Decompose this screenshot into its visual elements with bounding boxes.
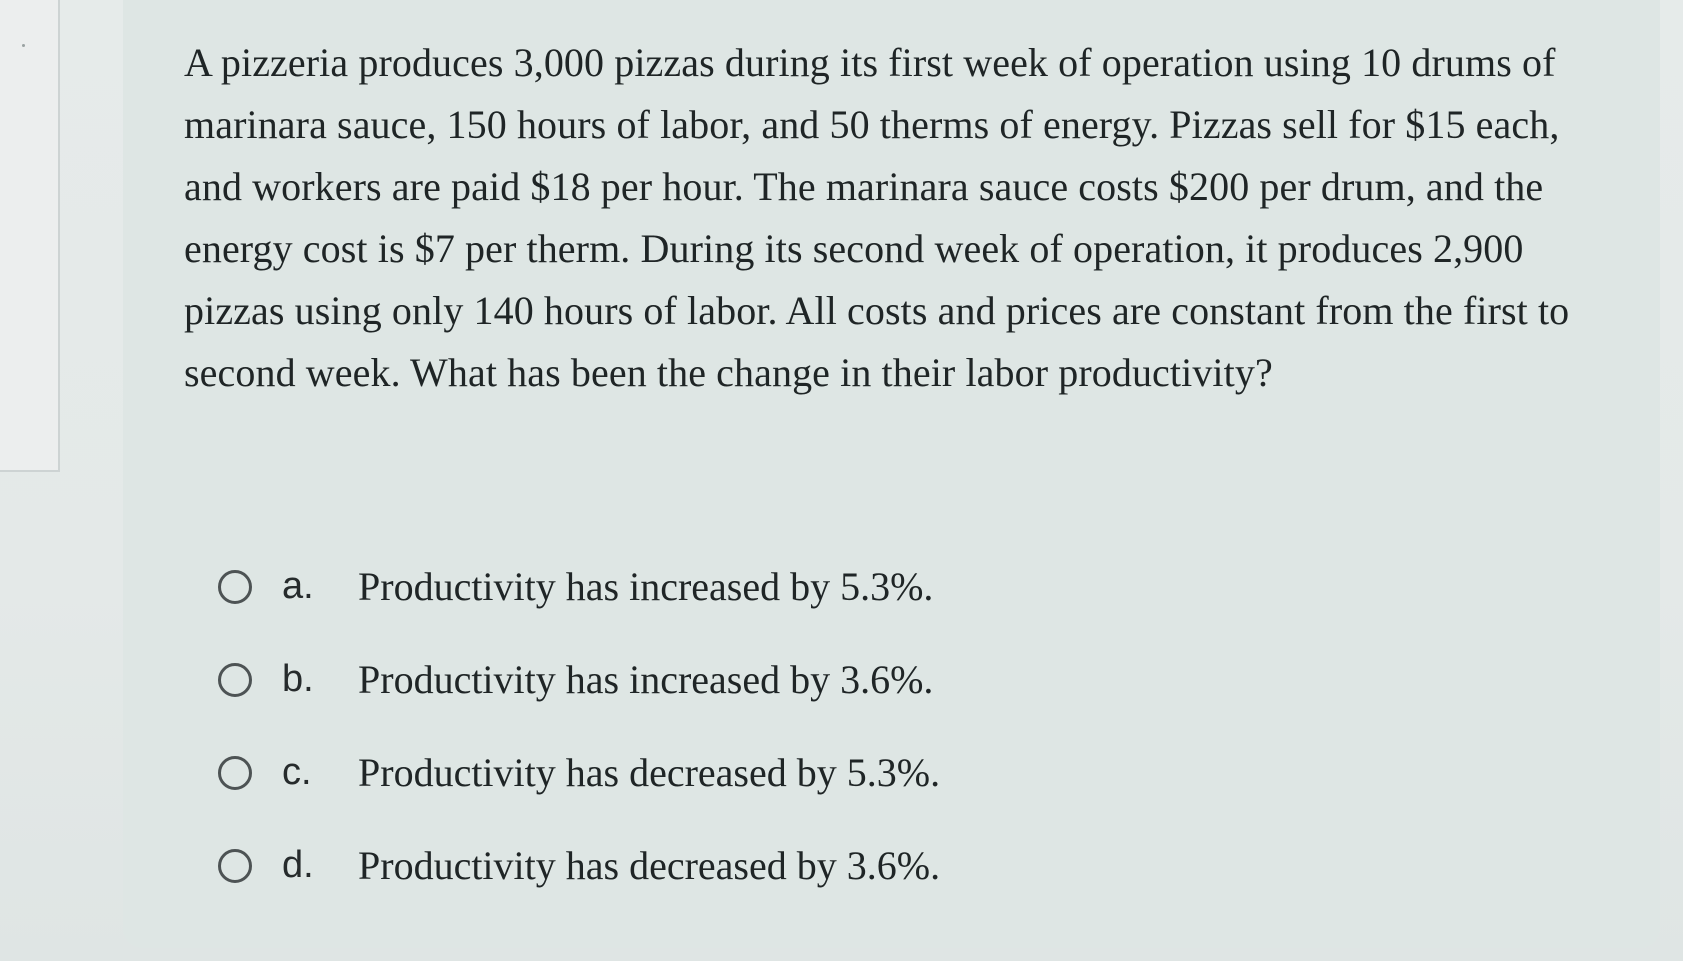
radio-button-c[interactable]	[218, 756, 252, 790]
option-letter: a.	[282, 565, 314, 607]
option-a[interactable]	[218, 540, 1218, 633]
option-label[interactable]: Productivity has increased by 3.6%.	[358, 657, 934, 702]
option-b[interactable]	[218, 633, 1218, 726]
radio-button-a[interactable]	[218, 570, 252, 604]
option-letter: d.	[282, 844, 314, 886]
option-letter: b.	[282, 658, 314, 700]
option-letter: c.	[282, 751, 312, 793]
answer-options	[218, 540, 1218, 912]
side-panel	[0, 0, 60, 472]
dot-icon	[22, 44, 25, 47]
option-label[interactable]: Productivity has decreased by 5.3%.	[358, 750, 941, 795]
option-d[interactable]	[218, 819, 1218, 912]
radio-button-b[interactable]	[218, 663, 252, 697]
option-label[interactable]: Productivity has decreased by 3.6%.	[358, 843, 941, 888]
question-text: A pizzeria produces 3,000 pizzas during its first week of operation using 10 drums of marinara sauce, 150 hours of labor, and 50 therms of energy. Pizzas sell for $15 each, and workers are paid $18 per hour. The marinara sauce costs $200 per drum, and the energy cost is $7 per therm. During its second week of operation, it produces 2,900 pizzas using only 140 hours of labor. All costs and prices are constant from the first to second week. What has been the change in their labor productivity?	[184, 40, 1570, 395]
radio-button-d[interactable]	[218, 849, 252, 883]
option-label[interactable]: Productivity has increased by 5.3%.	[358, 564, 934, 609]
option-c[interactable]	[218, 726, 1218, 819]
